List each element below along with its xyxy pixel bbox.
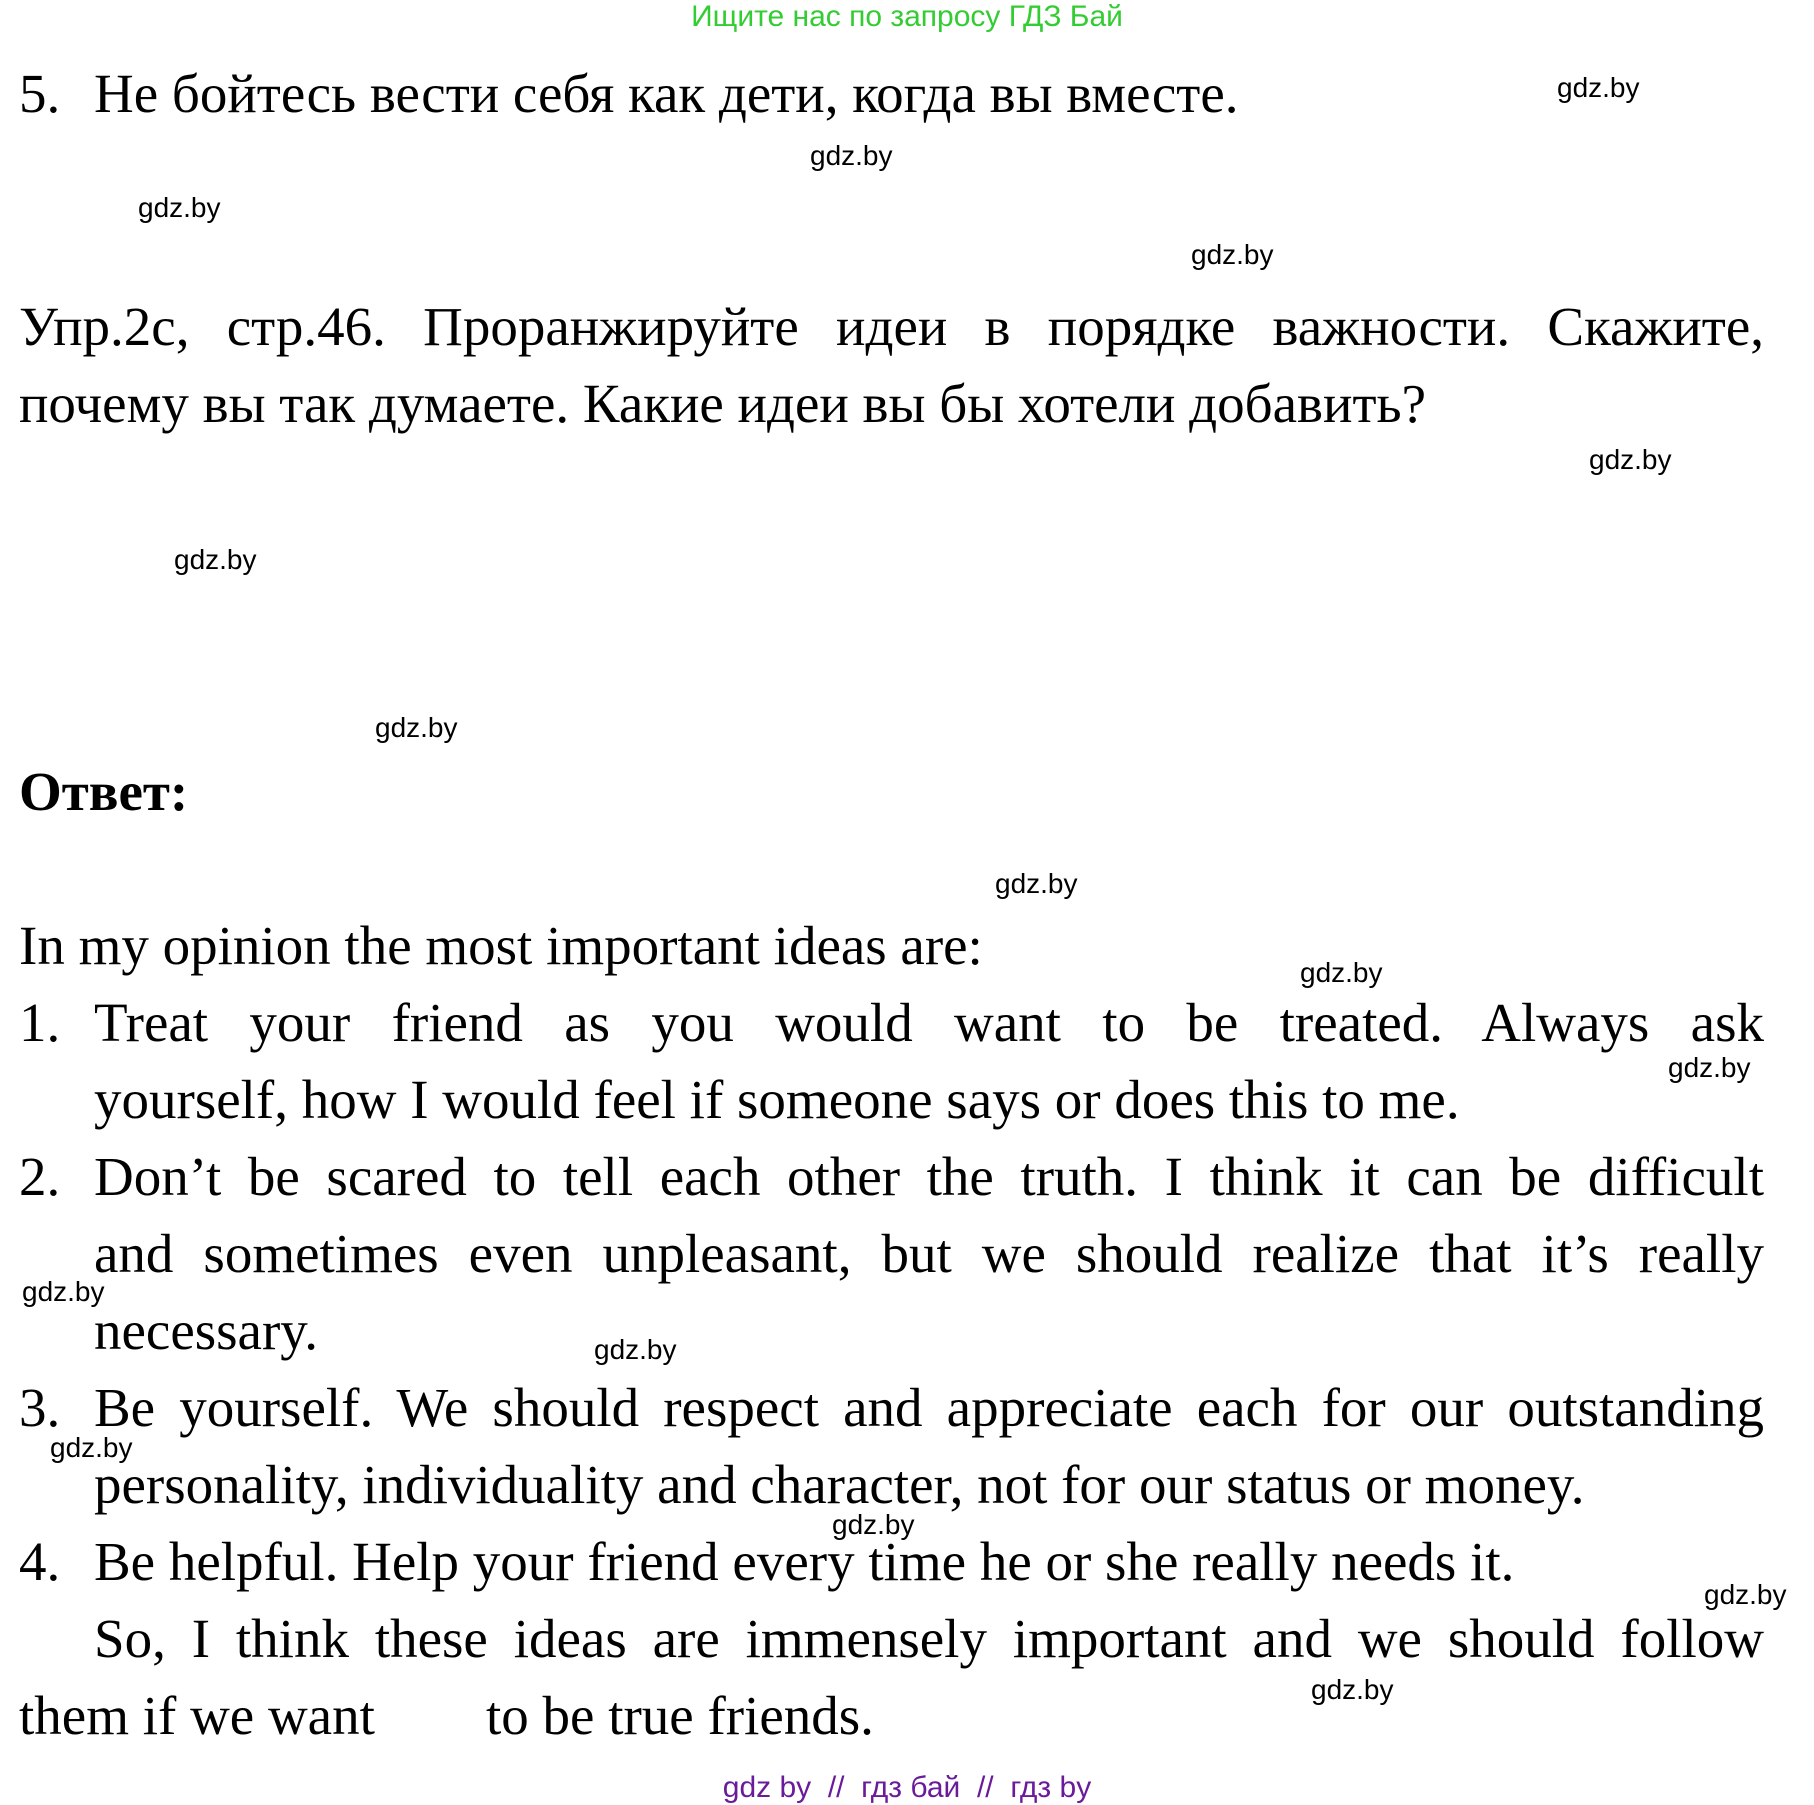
search-banner: Ищите нас по запросу ГДЗ Бай	[691, 0, 1123, 33]
answer-item-line: Treat your friend as you would want to be treated. Always ask	[94, 992, 1764, 1053]
answer-item-line: and sometimes even unpleasant, but we should realize that it’s really	[94, 1223, 1764, 1284]
watermark: gdz.by	[138, 192, 221, 223]
exercise-instruction-line-2: почему вы так думаете. Какие идеи вы бы хотели добавить?	[19, 373, 1426, 434]
watermark: gdz.by	[174, 544, 257, 575]
answer-intro: In my opinion the most important ideas are:	[19, 915, 983, 976]
exercise-instruction-line-1: Упр.2с, стр.46. Проранжируйте идеи в порядке важности. Скажите,	[19, 296, 1764, 357]
answer-item-number: 4.	[19, 1531, 61, 1592]
watermark: gdz.by	[1668, 1052, 1751, 1083]
watermark: gdz.by	[375, 712, 458, 743]
watermark: gdz.by	[810, 140, 893, 171]
question-item-number: 5.	[19, 63, 61, 124]
answer-item-number: 3.	[19, 1377, 61, 1438]
watermark: gdz.by	[1704, 1579, 1787, 1610]
watermark: gdz.by	[1300, 957, 1383, 988]
answer-item-number: 1.	[19, 992, 61, 1053]
question-item-text: Не бойтесь вести себя как дети, когда вы вместе.	[94, 63, 1239, 124]
answer-item-line: necessary.	[94, 1300, 318, 1361]
watermark: gdz.by	[594, 1334, 677, 1365]
footer-links: gdz by // гдз бай // гдз by	[722, 1771, 1092, 1804]
watermark: gdz.by	[1589, 444, 1672, 475]
watermark: gdz.by	[1191, 239, 1274, 270]
conclusion-line-2-start: them if we want	[19, 1685, 375, 1746]
conclusion-line-1: So, I think these ideas are immensely important and we should follow	[94, 1608, 1764, 1669]
answer-item-line: personality, individuality and character, not for our status or money.	[94, 1454, 1585, 1515]
answer-item-line: Be yourself. We should respect and appreciate each for our outstanding	[94, 1377, 1764, 1438]
watermark: gdz.by	[1311, 1674, 1394, 1705]
answer-item-number: 2.	[19, 1146, 61, 1207]
watermark: gdz.by	[832, 1509, 915, 1540]
watermark: gdz.by	[995, 868, 1078, 899]
answer-item-line: Be helpful. Help your friend every time he or she really needs it.	[94, 1531, 1515, 1592]
watermark: gdz.by	[1557, 72, 1640, 103]
answer-heading: Ответ:	[19, 761, 189, 822]
conclusion-line-2-end: to be true friends.	[486, 1685, 874, 1746]
answer-item-line: yourself, how I would feel if someone says or does this to me.	[94, 1069, 1460, 1130]
watermark: gdz.by	[50, 1432, 133, 1463]
watermark: gdz.by	[22, 1276, 105, 1307]
answer-item-line: Don’t be scared to tell each other the truth. I think it can be difficult	[94, 1146, 1764, 1207]
